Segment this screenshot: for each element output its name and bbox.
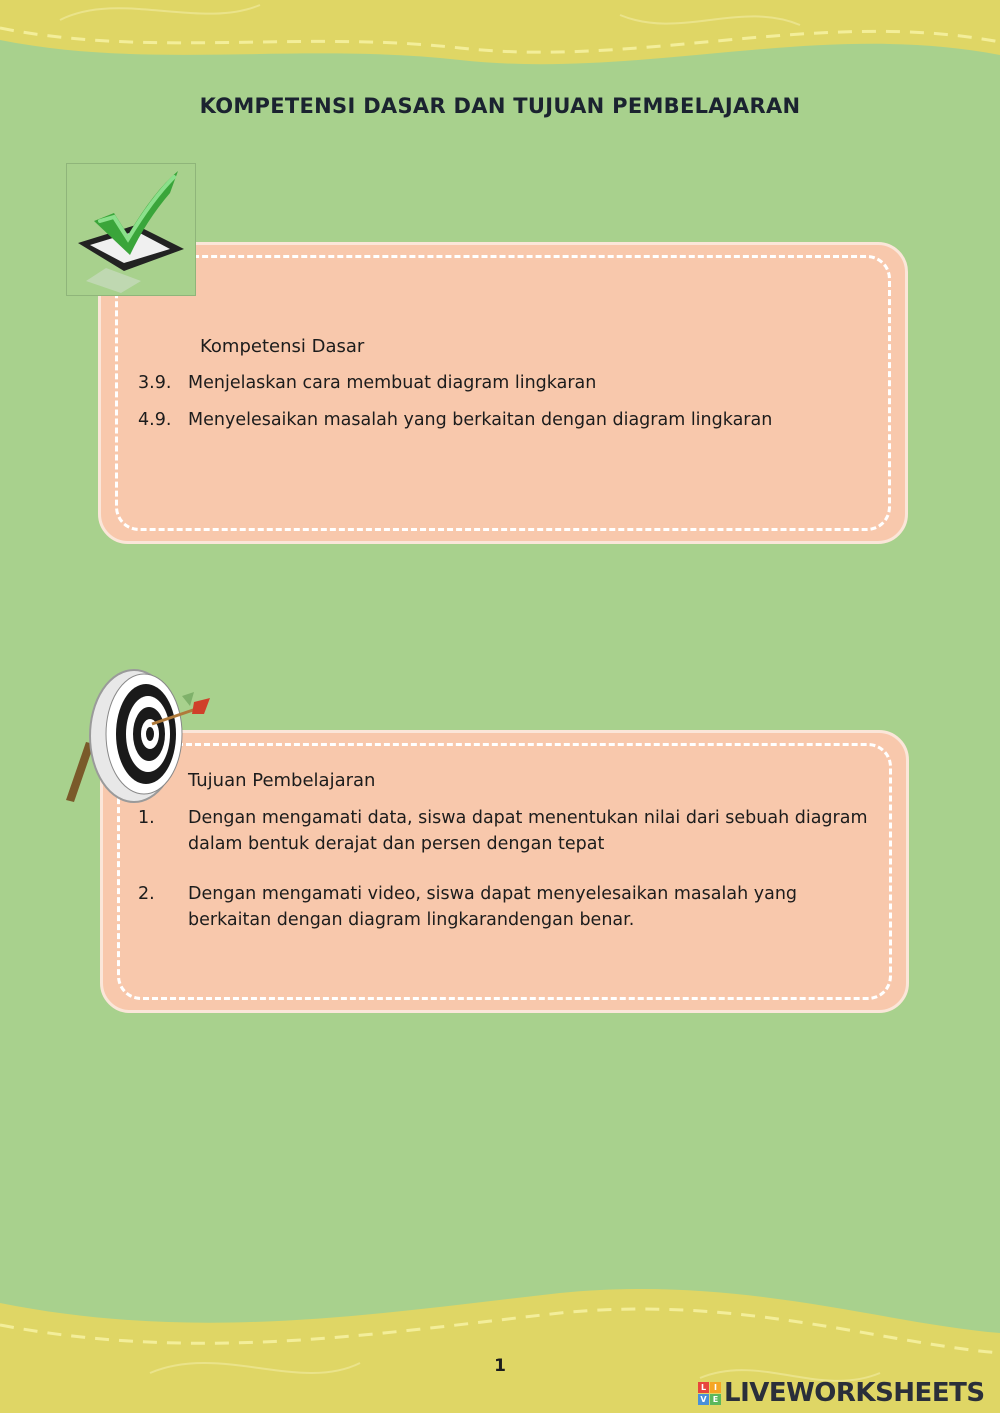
kompetensi-dasar-heading: Kompetensi Dasar [200, 336, 365, 357]
checkbox-checkmark-icon [66, 163, 196, 296]
badge-letter: I [710, 1382, 721, 1393]
tujuan-item [138, 881, 868, 933]
tujuan-pembelajaran-heading: Tujuan Pembelajaran [188, 770, 376, 791]
item-text: Menyelesaikan masalah yang berkaitan dengan diagram lingkaran [188, 410, 773, 430]
item-number: 1. [138, 808, 155, 828]
item-number: 3.9. [138, 373, 172, 393]
logo-badge [698, 1382, 721, 1405]
badge-letter: V [698, 1394, 709, 1405]
badge-letter: E [710, 1394, 721, 1405]
item-text: Dengan mengamati data, siswa dapat menentukan nilai dari sebuah diagram dalam bentuk derajat dan persen dengan tepat [188, 808, 868, 854]
item-number: 2. [138, 884, 155, 904]
item-text: Dengan mengamati video, siswa dapat menyelesaikan masalah yang berkaitan dengan diagram lingkarandengan benar. [188, 884, 798, 930]
page-title: KOMPETENSI DASAR DAN TUJUAN PEMBELAJARAN [199, 94, 801, 118]
liveworksheets-logo [698, 1378, 985, 1408]
logo-text: LIVEWORKSHEETS [724, 1378, 985, 1408]
badge-letter: L [698, 1382, 709, 1393]
item-number: 4.9. [138, 410, 172, 430]
item-text: Menjelaskan cara membuat diagram lingkaran [188, 373, 597, 393]
tujuan-item [138, 805, 868, 857]
page-number: 1 [494, 1356, 506, 1376]
kompetensi-item [138, 407, 878, 433]
kompetensi-item [138, 370, 878, 396]
